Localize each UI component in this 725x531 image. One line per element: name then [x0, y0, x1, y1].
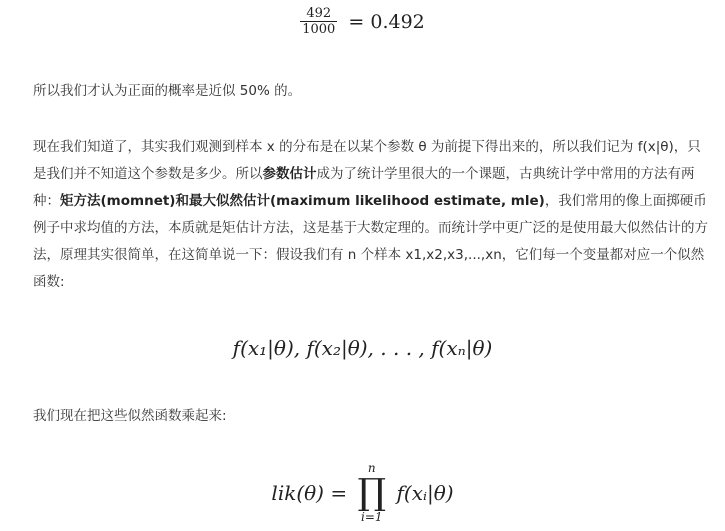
bold-term-methods: 矩方法(momnet)和最大似然估计(maximum likelihood estimate, mle)	[60, 193, 545, 209]
paragraph-probability-conclusion: 所以我们才认为正面的概率是近似 50% 的。	[33, 83, 302, 99]
fraction	[300, 6, 337, 37]
fraction-result: = 0.492	[348, 10, 425, 33]
fraction-numerator: 492	[300, 6, 337, 22]
product-rhs: f(xᵢ|θ)	[396, 481, 454, 505]
paragraph-text: 成为了统计学里很大的一个课题，古典统计学中常用的方法有两种：	[33, 166, 695, 209]
product-lower-limit: i=1	[361, 510, 383, 524]
fraction-denominator: 1000	[302, 22, 336, 37]
likelihood-functions-equation: f(x₁|θ), f(x₂|θ), . . . , f(xₙ|θ)	[232, 336, 493, 360]
product-symbol-icon: ∏	[357, 472, 387, 513]
paragraph-parameter-estimation	[33, 134, 713, 296]
bold-term-parameter-estimation: 参数估计	[262, 166, 317, 182]
paragraph-text: 现在我们知道了，其实我们观测到样本 x 的分布是在以某个参数 θ 为前提下得出来的，所以我们记为 f(x|θ)，只是我们并不知道这个参数是多少。所以	[33, 139, 701, 182]
paragraph-multiply: 我们现在把这些似然函数乘起来:	[33, 408, 227, 424]
product-operator	[357, 462, 386, 524]
product-likelihood-equation	[0, 462, 725, 524]
product-lhs: lik(θ) =	[271, 481, 348, 505]
product-upper-limit: n	[367, 461, 376, 475]
paragraph-text: ，我们常用的像上面掷硬币例子中求均值的方法，本质就是矩估计方法，这是基于大数定理的。而统计学中更广泛的是使用最大似然估计的方法，原理其实很简单，在这简单说一下：假设我们有 n 个样本 x1,x2,x3,...,xn，它们每一个变量都对应一个似然函数:	[33, 193, 708, 290]
fraction-equation	[0, 6, 725, 37]
